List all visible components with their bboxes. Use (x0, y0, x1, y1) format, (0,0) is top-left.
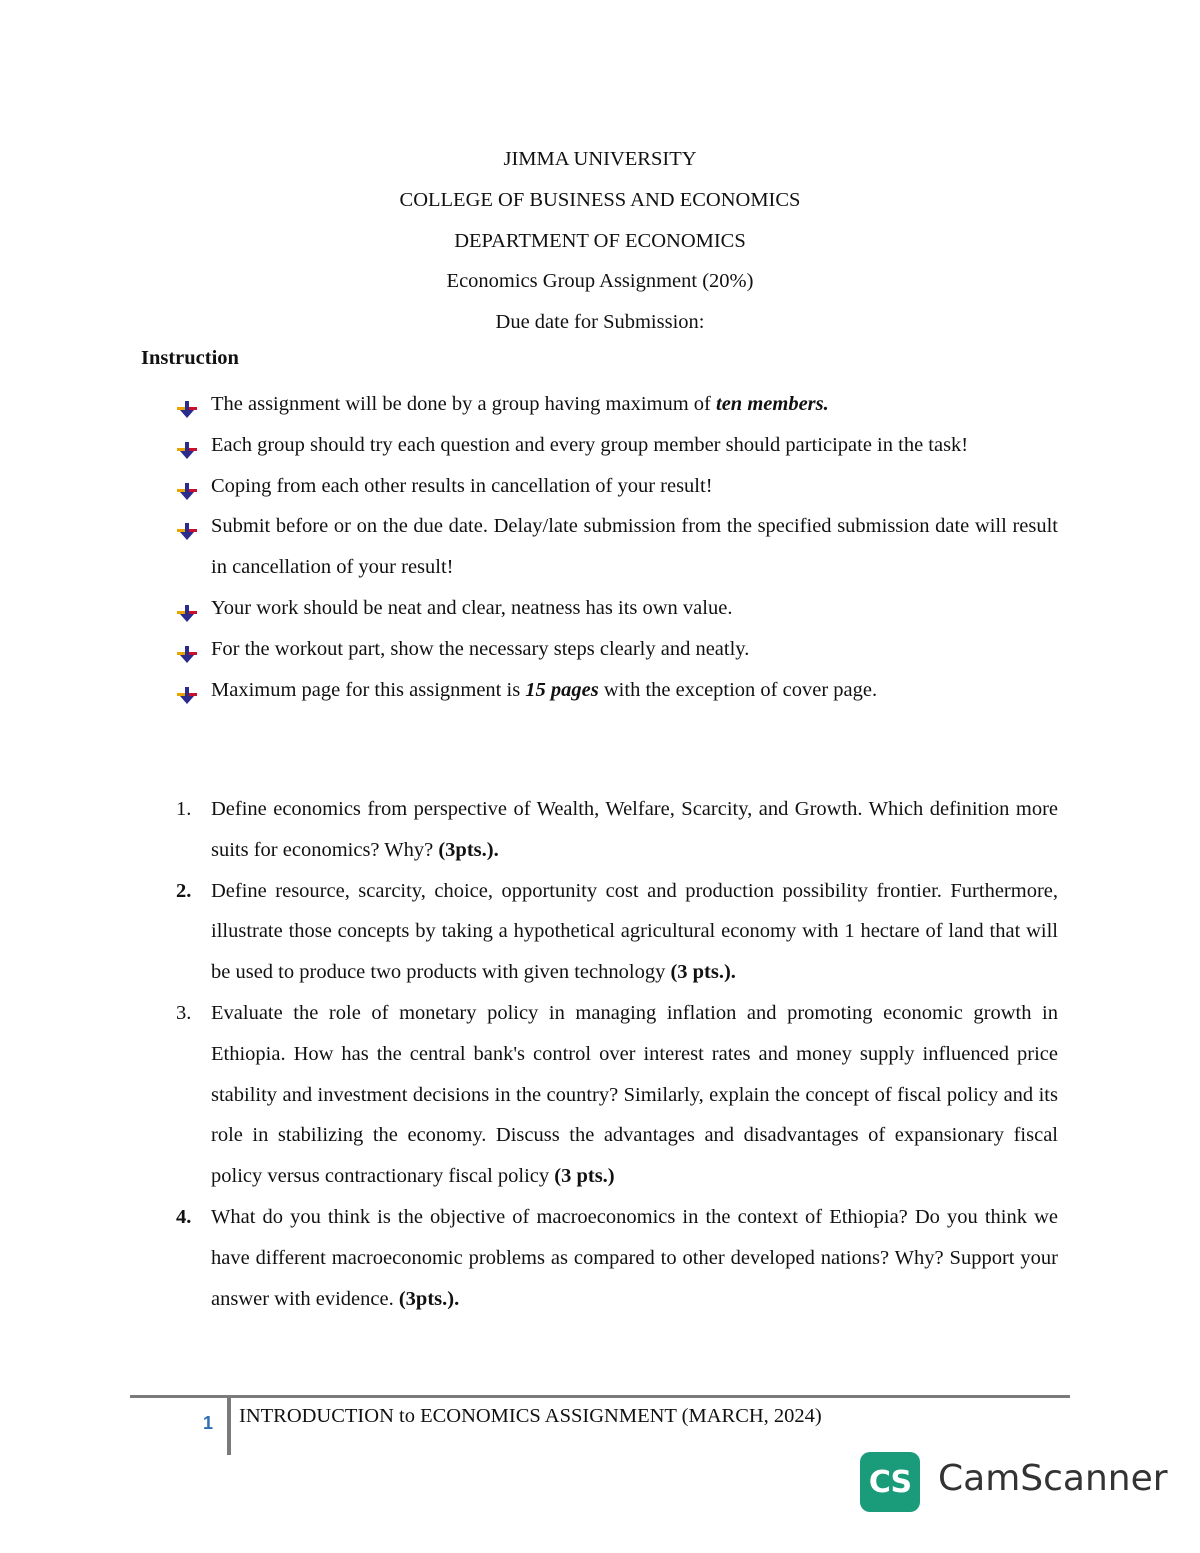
arrow-down-icon (176, 434, 198, 452)
arrow-down-icon (176, 679, 198, 697)
question-text: What do you think is the objective of macroeconomics in the context of Ethiopia? Do you think we have different macroeconomic problems as compared to other developed nations? Why? Support your answer with evidence. (211, 1205, 1058, 1310)
instruction-text-tail: with the exception of cover page. (598, 678, 878, 701)
college-name: COLLEGE OF BUSINESS AND ECONOMICS (399, 188, 801, 211)
instruction-item (176, 506, 1058, 588)
question-points: (3 pts.) (554, 1165, 615, 1188)
question-text: Define resource, scarcity, choice, opportunity cost and production possibility frontier. Furthermore, illustrate those concepts by taking a hypothetical agricultural economy with 1 hectare of land that will be used to produce two products with given technology (211, 879, 1058, 984)
question-points: (3pts.). (438, 838, 499, 861)
arrow-down-icon (176, 638, 198, 656)
arrow-down-icon (176, 597, 198, 615)
instruction-item (176, 670, 1058, 711)
question-number: 3. (176, 1001, 192, 1024)
camscanner-brand: CamScanner (938, 1458, 1168, 1499)
instruction-text: Each group should try each question and every group member should participate in the task! (211, 433, 969, 456)
instruction-text: For the workout part, show the necessary steps clearly and neatly. (211, 637, 750, 660)
document-header (0, 139, 1200, 343)
due-date: Due date for Submission: (495, 311, 705, 334)
camscanner-logo: CS (860, 1452, 920, 1512)
instruction-text: Submit before or on the due date. Delay/late submission from the specified submission date will result in cancellation of your result! (211, 515, 1058, 579)
page-number: 1 (203, 1413, 214, 1433)
question-item (176, 871, 1058, 993)
department-name: DEPARTMENT OF ECONOMICS (454, 229, 746, 252)
question-item (176, 993, 1058, 1197)
instruction-text: The assignment will be done by a group having maximum of (211, 393, 717, 415)
question-list (176, 789, 1058, 1319)
question-text: Define economics from perspective of Wealth, Welfare, Scarcity, and Growth. Which definition more suits for economics? Why? (211, 798, 1058, 861)
arrow-down-icon (176, 393, 198, 411)
instruction-emphasis: ten members. (716, 393, 829, 415)
arrow-down-icon (176, 515, 198, 533)
question-number: 4. (176, 1205, 192, 1228)
instruction-item (176, 466, 1058, 507)
instruction-item (176, 384, 1058, 425)
footer-vertical-divider (227, 1397, 231, 1455)
instruction-item (176, 425, 1058, 466)
question-points: (3 pts.). (670, 961, 736, 984)
question-points: (3pts.). (398, 1287, 460, 1310)
instruction-text: Maximum page for this assignment is (211, 678, 526, 701)
question-text: Evaluate the role of monetary policy in managing inflation and promoting economic growth in Ethiopia. How has the central bank's control over interest rates and money supply influenced price stability and investment decisions in the country? Similarly, explain the concept of fiscal policy and its role in stabilizing the economy. Discuss the advantages and disadvantages of expansionary fiscal policy versus contractionary fiscal policy (211, 1001, 1058, 1188)
instruction-emphasis: 15 pages (525, 678, 599, 701)
instruction-text: Coping from each other results in cancellation of your result! (211, 474, 713, 497)
footer-divider (130, 1395, 1070, 1398)
question-number: 2. (176, 879, 192, 902)
instruction-item (176, 588, 1058, 629)
assignment-title: Economics Group Assignment (20%) (446, 270, 754, 293)
university-name: JIMMA UNIVERSITY (503, 148, 697, 170)
instruction-heading: Instruction (141, 347, 239, 369)
instruction-item (176, 629, 1058, 670)
question-number: 1. (176, 798, 192, 820)
instruction-list (176, 384, 1058, 710)
instruction-text: Your work should be neat and clear, neatness has its own value. (211, 596, 733, 619)
footer-title: INTRODUCTION to ECONOMICS ASSIGNMENT (MARCH, 2024) (239, 1405, 822, 1427)
question-item (176, 789, 1058, 871)
arrow-down-icon (176, 475, 198, 493)
question-item (176, 1197, 1058, 1319)
